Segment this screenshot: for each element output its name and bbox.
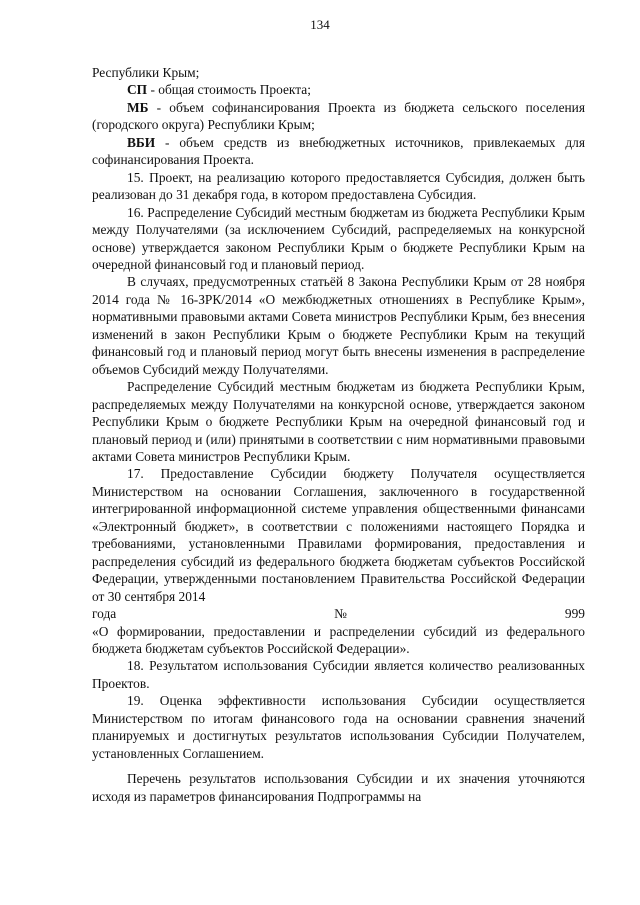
definition-sp: СП - общая стоимость Проекта; xyxy=(127,82,311,98)
paragraph-18: 18. Результатом использования Субсидии является количество реализованных Проектов. xyxy=(92,658,585,691)
split-left: года xyxy=(92,606,117,622)
split-middle: № xyxy=(334,606,347,622)
paragraph-17: 17. Предоставление Субсидии бюджету Получателя осуществляется Министерством на основании Соглашения, заключенного в государственной интегрированной информационной системе управления общественными финансами «Электронный бюджет», в соответствии с положениями настоящего Порядка и требованиями, установленными Правилами формирования, предоставления и распределения субсидий из федерального бюджета бюджетам субъектов Российской Федерации, утвержденными постановлением Правительства Российской Федерации от 30 сентября 2014 xyxy=(92,466,585,604)
definition-vbi: ВБИ - объем средств из внебюджетных источников, привлекаемых для софинансирования Проекта. xyxy=(92,134,585,168)
paragraph-17-cont: «О формировании, предоставлении и распределении субсидий из федерального бюджета бюджетам субъектов Российской Федерации». xyxy=(92,623,585,656)
term-sp: СП xyxy=(127,82,148,98)
paragraph-cont: Республики Крым; xyxy=(92,65,200,80)
page-number: 134 xyxy=(310,17,330,32)
definition-mb: МБ - объем софинансирования Проекта из бюджета сельского поселения (городского округа) Республики Крым; xyxy=(92,99,585,133)
term-vbi: ВБИ xyxy=(127,134,156,150)
split-right: 999 xyxy=(564,606,585,622)
paragraph-16: 16. Распределение Субсидий местным бюджетам из бюджета Республики Крым между Получателями (за исключением Субсидий, распределяемых на конкурсной основе) утверждается законом Республики Крым о бюджете Республики Крым на очередной финансовый год и плановый период. xyxy=(92,204,585,272)
document-body xyxy=(92,64,585,805)
term-mb: МБ xyxy=(127,99,149,115)
paragraph-15: 15. Проект, на реализацию которого предоставляется Субсидия, должен быть реализован до 31 декабря года, в котором предоставлена Субсидия. xyxy=(92,169,585,203)
paragraph-19-list: Перечень результатов использования Субсидии и их значения уточняются исходя из параметров финансирования Подпрограммы на xyxy=(92,771,585,804)
paragraph-17-split-line xyxy=(92,605,585,622)
paragraph-19: 19. Оценка эффективности использования Субсидии осуществляется Министерством по итогам финансового года на основании сравнения значений планируемых и достигнутых результатов использования Субсидии Получателем, установленных Соглашением. xyxy=(92,693,585,761)
paragraph-16-competitive: Распределение Субсидий местным бюджетам из бюджета Республики Крым, распределяемых между Получателями на конкурсной основе, утверждается законом Республики Крым о бюджете Республики Крым на очередной финансовый год и плановый период и (или) принятыми в соответствии с ним нормативными правовыми актами Совета министров Республики Крым. xyxy=(92,379,585,464)
paragraph-16-cases: В случаях, предусмотренных статьёй 8 Закона Республики Крым от 28 ноября 2014 года № 16-ЗРК/2014 «О межбюджетных отношениях в Республике Крым», нормативными правовыми актами Совета министров Республики Крым, без внесения изменений в закон Республики Крым о бюджете Республики Крым на текущий финансовый год и плановый период могут быть внесены изменения в распределение объемов Субсидий между Получателями. xyxy=(92,274,585,377)
